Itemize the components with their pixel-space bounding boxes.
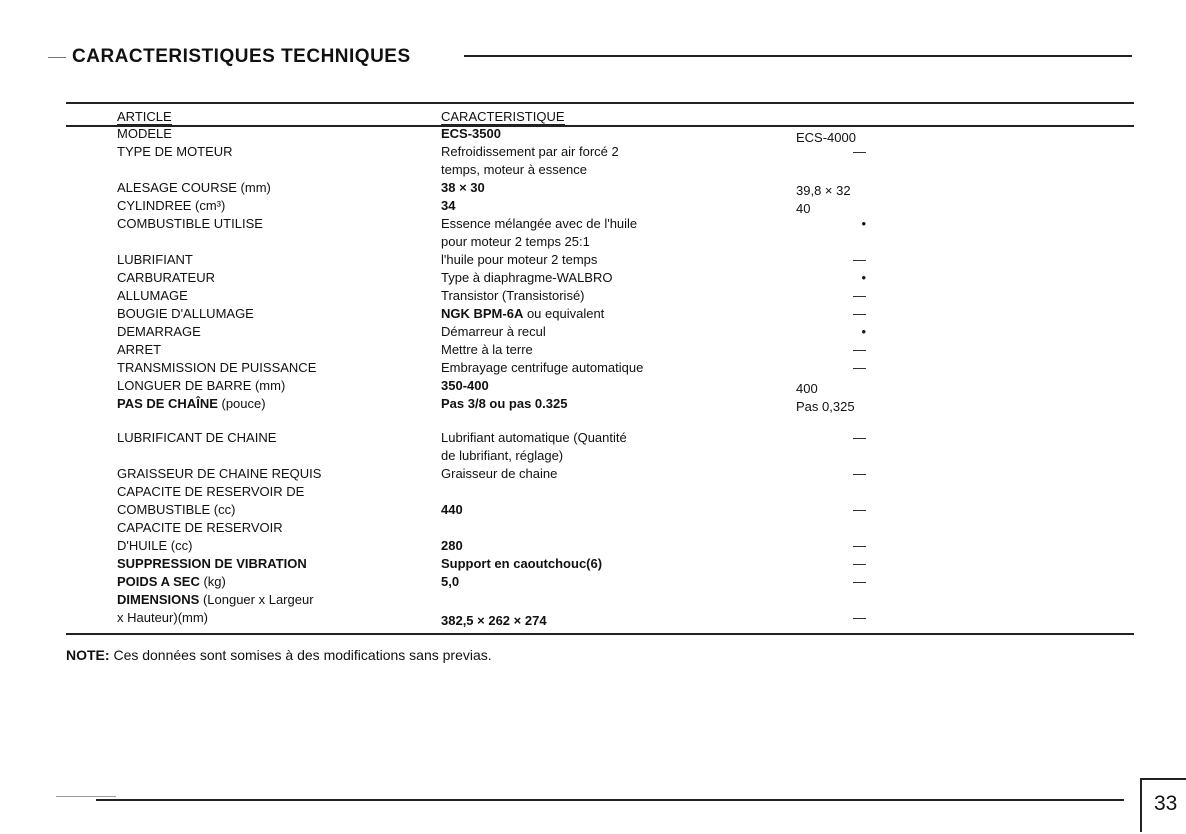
- row-article: GRAISSEUR DE CHAINE REQUIS: [117, 466, 322, 481]
- row-value: Graisseur de chaine: [441, 466, 558, 481]
- row-article: LUBRIFICANT DE CHAINE: [117, 430, 277, 445]
- row-alt-value: —: [853, 502, 866, 517]
- row-article: DEMARRAGE: [117, 324, 201, 339]
- row-value: 440: [441, 502, 463, 517]
- row-alt-value: —: [853, 288, 866, 303]
- row-value: Embrayage centrifuge automatique: [441, 360, 644, 375]
- page-number-box: [1140, 778, 1186, 832]
- row-value: Mettre à la terre: [441, 342, 533, 357]
- row-value: 280: [441, 538, 463, 553]
- row-article: PAS DE CHAÎNE (pouce): [117, 396, 266, 411]
- footer-rule: [96, 799, 1124, 801]
- row-article: ALESAGE COURSE (mm): [117, 180, 271, 195]
- row-article: CARBURATEUR: [117, 270, 215, 285]
- row-alt-value: —: [853, 556, 866, 571]
- row-alt-value: ECS-4000: [796, 130, 856, 145]
- row-value: Refroidissement par air forcé 2 temps, moteur à essence: [441, 144, 619, 177]
- title-bar: [48, 44, 1132, 74]
- row-alt-value: —: [853, 466, 866, 481]
- row-value: 38 × 30: [441, 180, 485, 195]
- row-alt-value: •: [861, 216, 866, 231]
- row-value: 382,5 × 262 × 274: [441, 613, 547, 628]
- row-value: Lubrifiant automatique (Quantité de lubrifiant, réglage): [441, 430, 627, 463]
- row-alt-value: —: [853, 342, 866, 357]
- row-article: BOUGIE D'ALLUMAGE: [117, 306, 254, 321]
- row-article: COMBUSTIBLE UTILISE: [117, 216, 263, 231]
- row-article: ALLUMAGE: [117, 288, 188, 303]
- row-article: CAPACITE DE RESERVOIR DE COMBUSTIBLE (cc): [117, 484, 305, 517]
- row-alt-value: —: [853, 574, 866, 589]
- row-article: ARRET: [117, 342, 162, 357]
- row-value: Essence mélangée avec de l'huile pour moteur 2 temps 25:1: [441, 216, 638, 249]
- row-alt-value: 40: [796, 201, 811, 216]
- row-alt-value: 39,8 × 32: [796, 183, 851, 198]
- row-alt-value: •: [861, 324, 866, 339]
- row-alt-value: —: [853, 306, 866, 321]
- row-value: ECS-3500: [441, 126, 501, 141]
- row-article: MODELE: [117, 126, 172, 141]
- row-alt-value: —: [853, 144, 866, 159]
- row-alt-value: —: [853, 252, 866, 267]
- row-article: SUPPRESSION DE VIBRATION: [117, 556, 307, 571]
- row-value: Type à diaphragme-WALBRO: [441, 270, 613, 285]
- note: [66, 646, 492, 664]
- title-lead-rule: [48, 57, 66, 58]
- row-value: Pas 3/8 ou pas 0.325: [441, 396, 568, 411]
- page-number: 33: [1154, 792, 1178, 815]
- table-bottom-rule: [66, 633, 1134, 635]
- row-article: TRANSMISSION DE PUISSANCE: [117, 360, 317, 375]
- row-article: CAPACITE DE RESERVOIR D'HUILE (cc): [117, 520, 283, 553]
- row-article: LONGUER DE BARRE (mm): [117, 378, 286, 393]
- row-alt-value: —: [853, 430, 866, 445]
- row-alt-value: —: [853, 360, 866, 375]
- note-label: NOTE:: [66, 647, 110, 663]
- row-value: 350-400: [441, 378, 489, 393]
- row-value: NGK BPM-6A ou equivalent: [441, 306, 605, 321]
- row-article: DIMENSIONS (Longuer x Largeur x Hauteur)(mm): [117, 592, 314, 625]
- row-article: TYPE DE MOTEUR: [117, 144, 233, 159]
- row-alt-value: 400: [796, 381, 818, 396]
- row-article: POIDS A SEC (kg): [117, 574, 226, 589]
- row-article: CYLINDREE (cm³): [117, 198, 226, 213]
- page-title: CARACTERISTIQUES TECHNIQUES: [72, 46, 411, 67]
- column-header-caracteristique: CARACTERISTIQUE: [441, 109, 565, 124]
- row-value: 5,0: [441, 574, 460, 589]
- column-header-article: ARTICLE: [117, 109, 172, 124]
- row-alt-value: Pas 0,325: [796, 399, 855, 414]
- row-value: Démarreur à recul: [441, 324, 546, 339]
- footer-lead-rule: [56, 796, 116, 797]
- row-value: Support en caoutchouc(6): [441, 556, 603, 571]
- table-top-rule: [66, 102, 1134, 104]
- row-article: LUBRIFIANT: [117, 252, 193, 267]
- row-value: Transistor (Transistorisé): [441, 288, 585, 303]
- row-value: l'huile pour moteur 2 temps: [441, 252, 598, 267]
- row-alt-value: —: [853, 610, 866, 625]
- row-alt-value: •: [861, 270, 866, 285]
- title-rule: [464, 55, 1132, 57]
- note-text: Ces données sont somises à des modifications sans previas.: [109, 647, 492, 663]
- row-value: 34: [441, 198, 456, 213]
- row-alt-value: —: [853, 538, 866, 553]
